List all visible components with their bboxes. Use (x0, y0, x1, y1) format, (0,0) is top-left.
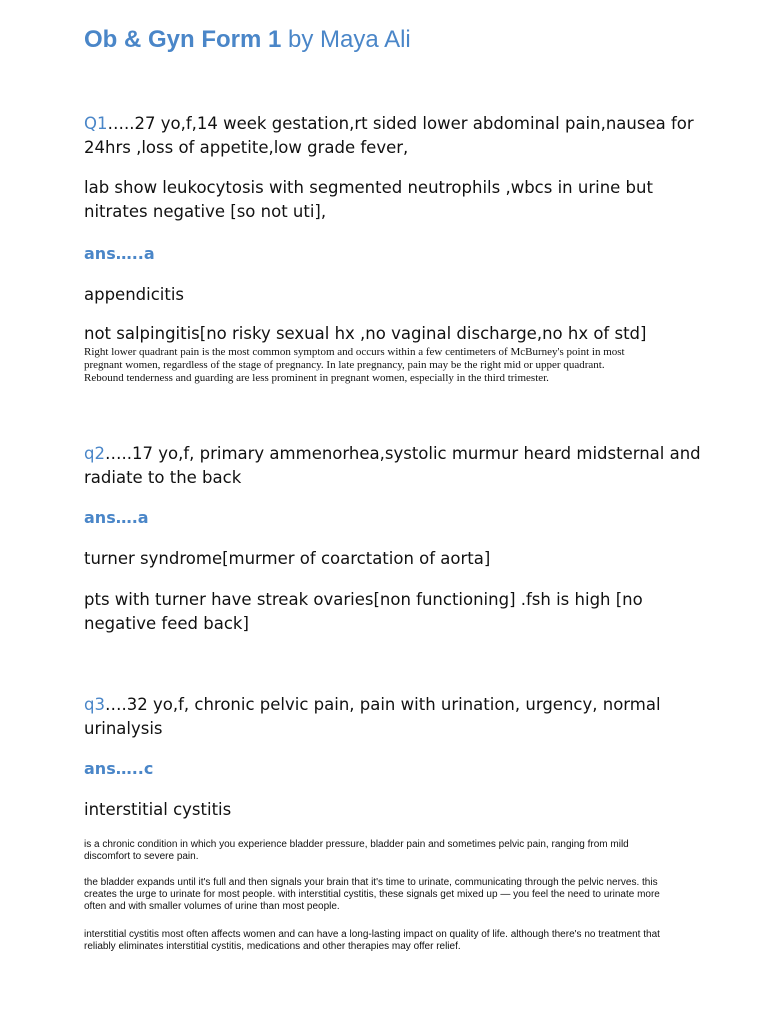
q1-differential: not salpingitis[no risky sexual hx ,no vaginal discharge,no hx of std] (84, 324, 647, 343)
q1-tag: Q1 (84, 114, 108, 133)
q1-note: Right lower quadrant pain is the most common symptom and occurs within a few centimeters of McBurney's point in most pregnant women, regardless of the stage of pregnancy. In late pregnancy, pain may be the right mid or upper quadrant. Rebound tenderness and guarding are less prominent in pregnant women, especially in the third trimester. (84, 346, 625, 384)
q2-stem-text: …..17 yo,f, primary ammenorhea,systolic murmur heard midsternal and radiate to the back (84, 444, 701, 487)
q1-answer: ans…..a (84, 244, 155, 263)
q3-diagnosis: interstitial cystitis (84, 800, 232, 819)
document-title (84, 26, 411, 54)
q2-explanation: pts with turner have streak ovaries[non functioning] .fsh is high [no negative feed back] (84, 590, 643, 633)
q3-note-impact: interstitial cystitis most often affects women and can have a long-lasting impact on quality of life. although there's no treatment that reliably eliminates interstitial cystitis, medications and other therapies may offer relief. (84, 929, 660, 952)
title-author: by Maya Ali (281, 26, 411, 53)
q2-answer: ans….a (84, 508, 149, 527)
q3-tag: q3 (84, 695, 105, 714)
q3-stem-text: ….32 yo,f, chronic pelvic pain, pain with urination, urgency, normal urinalysis (84, 695, 661, 738)
q3-answer: ans…..c (84, 759, 154, 778)
q2-tag: q2 (84, 444, 105, 463)
q3-stem (84, 693, 704, 741)
q3-note-mechanism: the bladder expands until it's full and then signals your brain that it's time to urinate, communicating through the pelvic nerves. this creates the urge to urinate for most people. with interstitial cystitis, these signals get mixed up — you feel the need to urinate more often and with smaller volumes of urine than most people. (84, 877, 660, 912)
q1-stem (84, 112, 704, 160)
q2-diagnosis: turner syndrome[murmer of coarctation of aorta] (84, 549, 491, 568)
q1-labs: lab show leukocytosis with segmented neutrophils ,wbcs in urine but nitrates negative [so not uti], (84, 178, 653, 221)
q3-note-definition: is a chronic condition in which you experience bladder pressure, bladder pain and sometimes pelvic pain, ranging from mild discomfort to severe pain. (84, 839, 629, 862)
q2-stem (84, 442, 704, 490)
q1-diagnosis: appendicitis (84, 285, 185, 304)
q1-stem-text: …..27 yo,f,14 week gestation,rt sided lower abdominal pain,nausea for 24hrs ,loss of appetite,low grade fever, (84, 114, 694, 157)
title-bold: Ob & Gyn Form 1 (84, 26, 282, 53)
